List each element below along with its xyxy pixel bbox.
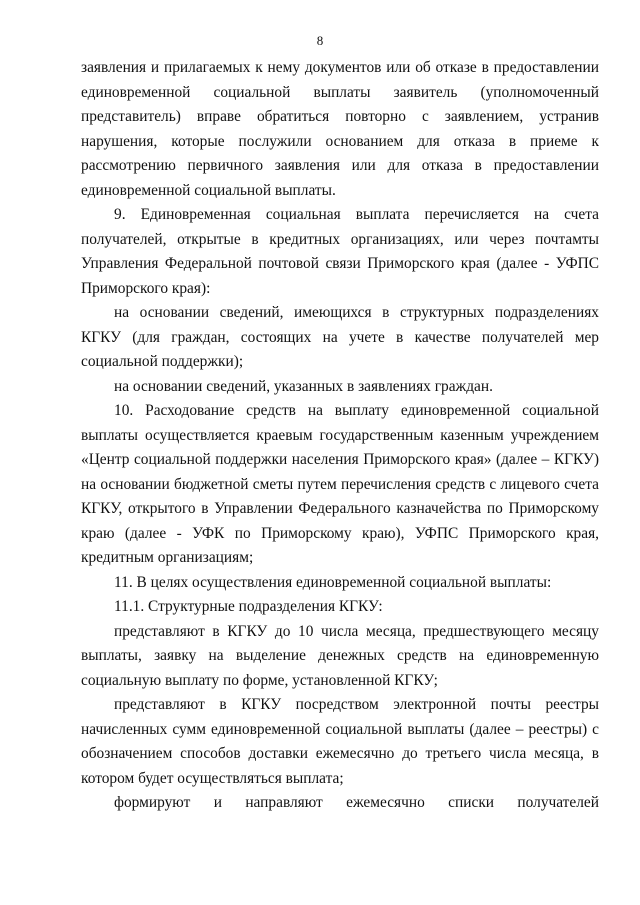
paragraph-9-item-1: на основании сведений, имеющихся в структурных подразделениях КГКУ (для граждан, состоящих на учете в качестве получателей мер социальной поддержки);: [81, 304, 599, 370]
paragraph-9-item-2: на основании сведений, указанных в заявлениях граждан.: [114, 377, 493, 395]
paragraph-continuation: заявления и прилагаемых к нему документов или об отказе в предоставлении единовременной социальной выплаты заявитель (уполномоченный представитель) вправе обратиться повторно с заявлением, устранив нарушения, которые послужили основанием для отказа в приеме к рассмотрению первичного заявления или для отказа в предоставлении единовременной социальной выплаты.: [81, 59, 599, 199]
paragraph-11-1: 11.1. Структурные подразделения КГКУ:: [114, 598, 383, 615]
paragraph-11-1-item-2: представляют в КГКУ посредством электронной почты реестры начисленных сумм единовременной социальной выплаты (далее – реестры) с обозначением способов доставки ежемесячно до третьего числа месяца, в котором будет осуществляться выплата;: [81, 696, 599, 787]
paragraph-11-1-item-1: представляют в КГКУ до 10 числа месяца, предшествующего месяцу выплаты, заявку на выделение денежных средств на единовременную социальную выплату по форме, установленной КГКУ;: [81, 622, 599, 689]
document-body: [81, 56, 599, 816]
paragraph-11-1-item-3: формируют и направляют ежемесячно списки получателей: [114, 794, 599, 811]
paragraph-11: 11. В целях осуществления единовременной социальной выплаты:: [114, 573, 552, 591]
paragraph-10: 10. Расходование средств на выплату единовременной социальной выплаты осуществляется краевым государственным казенным учреждением «Центр социальной поддержки населения Приморского края» (далее – КГКУ) на основании бюджетной сметы путем перечисления средств с лицевого счета КГКУ, открытого в Управлении Федерального казначейства по Приморскому краю (далее - УФК по Приморскому краю), УФПС Приморского края, кредитным организациям;: [81, 402, 599, 566]
paragraph-9: 9. Единовременная социальная выплата перечисляется на счета получателей, открытые в кредитных организациях, или через почтамты Управления Федеральной почтовой связи Приморского края (далее - УФПС Приморского края):: [81, 206, 599, 297]
page-number: 8: [316, 33, 324, 48]
